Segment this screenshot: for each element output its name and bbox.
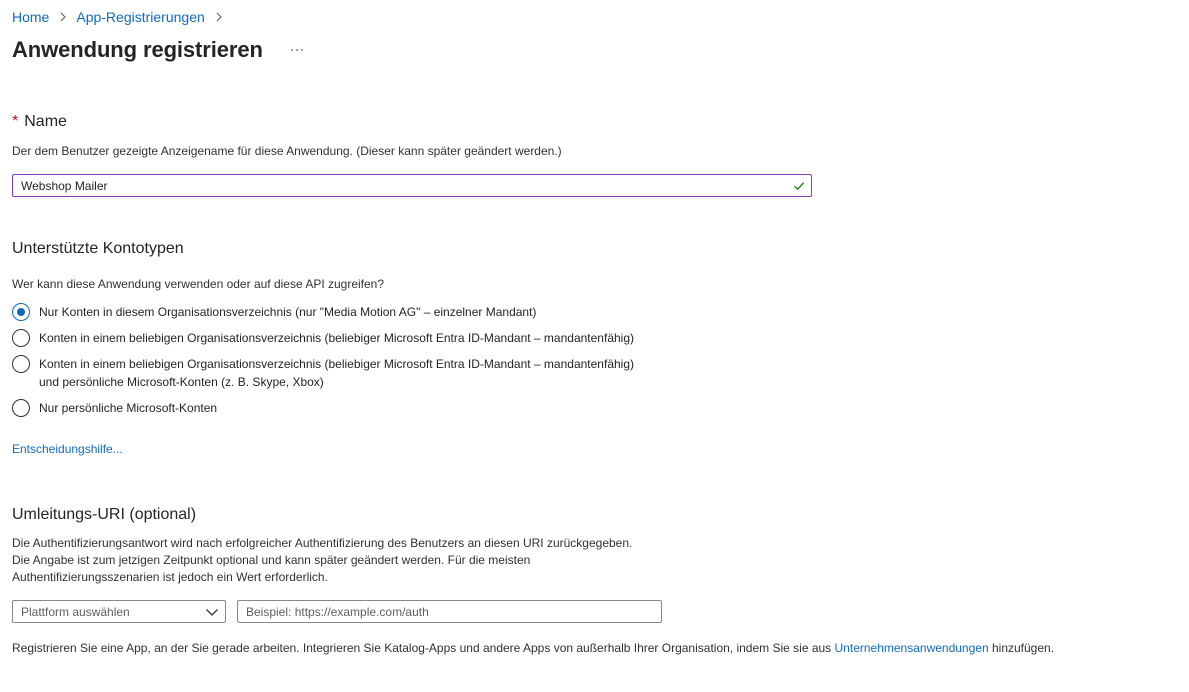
redirect-uri-input[interactable]	[237, 600, 662, 623]
name-label	[12, 113, 67, 131]
radio-option-personal-only[interactable]	[12, 399, 217, 417]
footer-text	[12, 641, 1054, 655]
redirect-uri-title: Umleitungs-URI (optional)	[12, 506, 197, 523]
name-description: Der dem Benutzer gezeigte Anzeigename für diese Anwendung. (Dieser kann später geändert werden.)	[12, 144, 562, 158]
chevron-right-icon	[58, 12, 68, 22]
radio-label	[39, 355, 634, 391]
radio-label: Nur persönliche Microsoft-Konten	[39, 401, 218, 415]
chevron-right-icon	[214, 12, 224, 22]
radio-label-line-2: und persönliche Microsoft-Konten (z. B. Skype, Xbox)	[39, 375, 324, 389]
radio-button[interactable]	[12, 355, 30, 373]
redirect-uri-description-line: Die Angabe ist zum jetzigen Zeitpunkt optional und kann später geändert werden. Für die meisten	[12, 553, 531, 567]
decision-help-link[interactable]: Entscheidungshilfe...	[12, 442, 123, 456]
required-marker: *	[12, 113, 19, 130]
radio-button[interactable]	[12, 399, 30, 417]
name-input[interactable]	[13, 175, 781, 196]
name-label-text: Name	[24, 113, 67, 130]
footer-text-after: hinzufügen.	[988, 641, 1055, 655]
radio-dot	[17, 308, 25, 316]
account-types-title: Unterstützte Kontotypen	[12, 240, 184, 257]
account-types-question: Wer kann diese Anwendung verwenden oder auf diese API zugreifen?	[12, 277, 385, 291]
more-horizontal-icon	[290, 48, 304, 52]
title-row	[12, 37, 309, 63]
platform-select[interactable]	[12, 600, 226, 623]
footer-text-before: Registrieren Sie eine App, an der Sie gerade arbeiten. Integrieren Sie Katalog-Apps und andere Apps von außerhalb Ihrer Organisation, indem Sie sie aus	[12, 641, 835, 655]
chevron-down-icon	[205, 606, 219, 618]
page-title: Anwendung registrieren	[12, 37, 263, 62]
radio-label: Konten in einem beliebigen Organisationsverzeichnis (beliebiger Microsoft Entra ID-Mandant – mandantenfähig)	[39, 331, 634, 345]
redirect-uri-description-line: Die Authentifizierungsantwort wird nach erfolgreicher Authentifizierung des Benutzers an diesen URI zurückgegeben.	[12, 536, 633, 550]
breadcrumb-app-registrations-link[interactable]: App-Registrierungen	[76, 9, 205, 25]
platform-select-value: Plattform auswählen	[21, 605, 130, 619]
redirect-uri-description-line: Authentifizierungsszenarien ist jedoch ein Wert erforderlich.	[12, 570, 328, 584]
radio-button[interactable]	[12, 329, 30, 347]
enterprise-applications-link[interactable]: Unternehmensanwendungen	[834, 641, 989, 655]
radio-label-line-1: Konten in einem beliebigen Organisationsverzeichnis (beliebiger Microsoft Entra ID-Mandant – mandantenfähig)	[39, 357, 634, 371]
redirect-uri-description	[12, 535, 632, 586]
checkmark-icon	[793, 180, 805, 192]
radio-option-single-tenant[interactable]	[12, 303, 536, 321]
more-options-button[interactable]	[285, 38, 309, 62]
radio-option-multi-tenant-personal[interactable]	[12, 355, 634, 391]
breadcrumb-home-link[interactable]: Home	[12, 9, 50, 25]
radio-option-multi-tenant[interactable]	[12, 329, 634, 347]
breadcrumb	[12, 9, 232, 25]
name-input-container	[12, 174, 812, 197]
radio-button-selected[interactable]	[12, 303, 30, 321]
radio-label: Nur Konten in diesem Organisationsverzeichnis (nur "Media Motion AG" – einzelner Mandant)	[39, 305, 537, 319]
